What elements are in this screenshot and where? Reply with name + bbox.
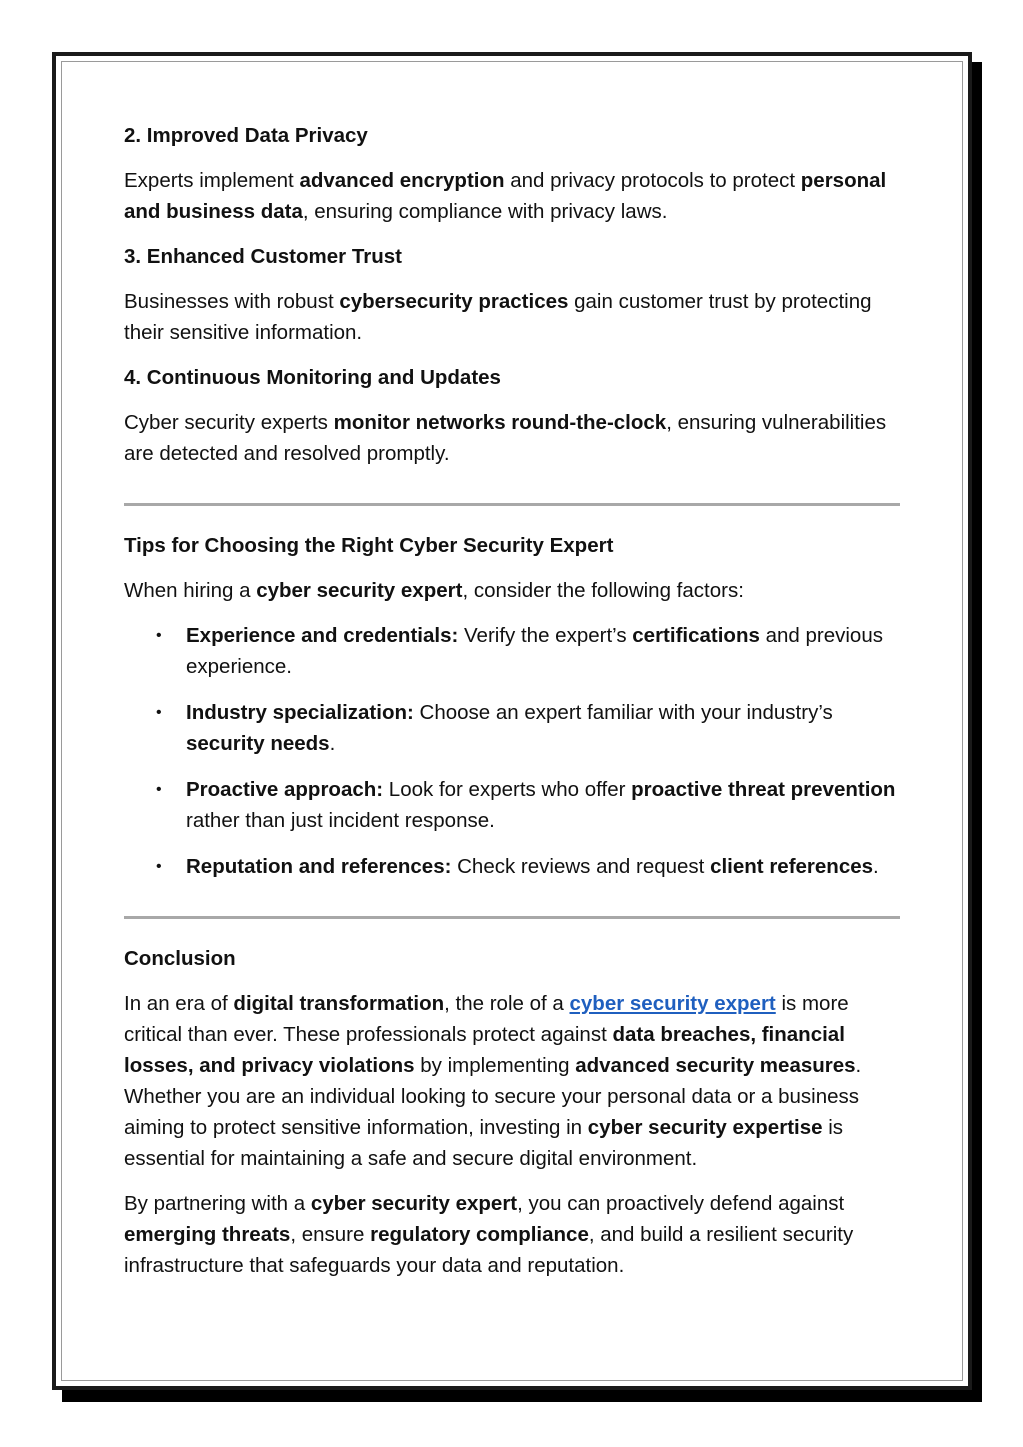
- bullet-icon: •: [156, 781, 162, 798]
- section-paragraph-data-privacy: [124, 165, 904, 227]
- text-run: .: [873, 855, 879, 878]
- bold-text: cybersecurity practices: [339, 290, 569, 313]
- text-run: Look for experts who offer: [383, 778, 632, 801]
- section-heading-data-privacy: 2. Improved Data Privacy: [124, 124, 368, 147]
- text-run: Experts implement: [124, 169, 300, 192]
- text-run: Check reviews and request: [451, 855, 711, 878]
- bold-text: advanced security measures: [575, 1054, 856, 1077]
- text-run: , you can proactively defend against: [517, 1192, 845, 1215]
- bold-text: proactive threat prevention: [631, 778, 896, 801]
- text-run: By partnering with a: [124, 1192, 311, 1215]
- text-run: Verify the expert’s: [458, 624, 633, 647]
- text-run: When hiring a: [124, 579, 257, 602]
- tips-list: [124, 620, 904, 882]
- list-item: [124, 851, 904, 882]
- section-paragraph-customer-trust: [124, 286, 904, 348]
- bold-text: cyber security expert: [310, 1192, 518, 1215]
- conclusion-paragraph-2: [124, 1188, 904, 1281]
- text-run: . Whether you are an individual looking to secure your personal data or a business aiming to protect sensitive information, investing in: [124, 1054, 862, 1139]
- text-run: by implementing: [414, 1054, 576, 1077]
- bold-text: security needs: [186, 732, 330, 755]
- list-item-label: Experience and credentials:: [186, 624, 459, 647]
- horizontal-divider: [124, 503, 900, 506]
- bold-text: certifications: [632, 624, 760, 647]
- conclusion-paragraph-1: [124, 988, 904, 1174]
- text-run: , consider the following factors:: [462, 579, 744, 602]
- bold-text: data breaches, financial losses, and privacy violations: [124, 1023, 845, 1077]
- bold-text: regulatory compliance: [370, 1223, 589, 1246]
- text-run: is more critical than ever. These professionals protect against: [124, 992, 849, 1046]
- bullet-icon: •: [156, 704, 162, 721]
- section-heading-conclusion: Conclusion: [124, 947, 236, 970]
- bold-text: advanced encryption: [299, 169, 505, 192]
- text-run: Choose an expert familiar with your industry’s: [413, 701, 833, 724]
- section-heading-monitoring: 4. Continuous Monitoring and Updates: [124, 366, 501, 389]
- bold-text: monitor networks round-the-clock: [333, 411, 667, 434]
- bold-text: cyber security expertise: [587, 1116, 823, 1139]
- text-run: , the role of a: [444, 992, 570, 1015]
- list-item-label: Reputation and references:: [186, 855, 452, 878]
- document-body: [124, 120, 904, 1295]
- bullet-icon: •: [156, 858, 162, 875]
- list-item-label: Proactive approach:: [186, 778, 384, 801]
- bold-text: emerging threats: [124, 1223, 291, 1246]
- text-run: Cyber security experts: [124, 411, 334, 434]
- text-run: is essential for maintaining a safe and secure digital environment.: [124, 1116, 844, 1170]
- text-run: , and build a resilient security infrastructure that safeguards your data and reputation.: [124, 1223, 854, 1277]
- text-run: Businesses with robust: [124, 290, 340, 313]
- bullet-icon: •: [156, 627, 162, 644]
- tips-intro-paragraph: [124, 575, 904, 606]
- text-run: and previous experience.: [186, 624, 883, 678]
- text-run: rather than just incident response.: [186, 809, 495, 832]
- section-paragraph-monitoring: [124, 407, 904, 469]
- text-run: and privacy protocols to protect: [504, 169, 801, 192]
- text-run: , ensuring compliance with privacy laws.: [302, 200, 668, 223]
- text-run: , ensuring vulnerabilities are detected and resolved promptly.: [124, 411, 887, 465]
- bold-text: cyber security expert: [256, 579, 463, 602]
- section-heading-customer-trust: 3. Enhanced Customer Trust: [124, 245, 402, 268]
- horizontal-divider: [124, 916, 900, 919]
- text-run: .: [329, 732, 336, 755]
- bold-text: personal and business data: [124, 169, 887, 223]
- list-item: [124, 774, 904, 836]
- bold-text: digital transformation: [233, 992, 445, 1015]
- text-run: , ensure: [290, 1223, 371, 1246]
- section-heading-tips: Tips for Choosing the Right Cyber Security Expert: [124, 534, 614, 557]
- text-run: gain customer trust by protecting their sensitive information.: [124, 290, 872, 344]
- text-run: In an era of: [124, 992, 234, 1015]
- list-item: [124, 620, 904, 682]
- list-item: [124, 697, 904, 759]
- list-item-label: Industry specialization:: [186, 701, 414, 724]
- cyber-security-expert-link[interactable]: cyber security expert: [569, 992, 776, 1015]
- bold-text: client references: [710, 855, 874, 878]
